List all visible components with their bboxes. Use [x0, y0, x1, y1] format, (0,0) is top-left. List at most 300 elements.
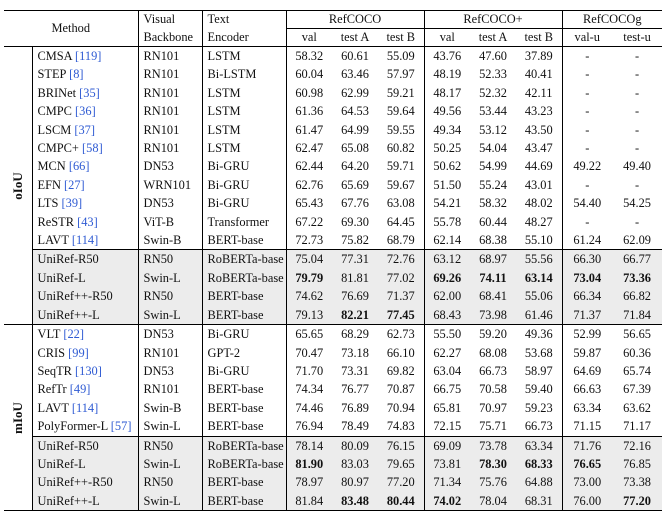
- method-name: UniRef-R50: [37, 252, 99, 267]
- value-cell: -: [634, 104, 640, 119]
- value-cell: -: [562, 213, 612, 231]
- table-row: [4, 157, 662, 175]
- value-cell: -: [634, 85, 640, 100]
- value-cell: 49.22: [562, 157, 612, 175]
- table-row: [4, 213, 662, 231]
- backbone-cell: Swin-L: [138, 492, 202, 511]
- value-cell: 80.97: [332, 473, 378, 491]
- encoder-cell: BERT-base: [202, 287, 286, 305]
- value-cell: 60.98: [286, 84, 332, 102]
- method-cell: [32, 231, 138, 250]
- value-cell: 72.73: [286, 231, 332, 250]
- method-name: CMSA: [37, 49, 72, 63]
- value-cell: 81.81: [332, 269, 378, 287]
- value-cell: 71.34: [424, 473, 470, 491]
- value-cell: 72.16: [612, 436, 662, 455]
- method-name: VLT: [37, 327, 61, 342]
- value-cell: 49.34: [424, 121, 470, 139]
- backbone-cell: ViT-B: [143, 214, 174, 229]
- encoder-cell: LSTM: [202, 47, 286, 66]
- table-row: [4, 399, 662, 417]
- encoder-cell: LSTM: [202, 84, 286, 102]
- value-cell: 78.14: [286, 436, 332, 455]
- value-cell: 74.46: [286, 399, 332, 417]
- value-cell: 66.75: [424, 380, 470, 398]
- value-cell: 74.11: [470, 269, 516, 287]
- value-cell: 54.25: [623, 196, 651, 211]
- value-cell: -: [634, 122, 640, 137]
- table-row: [4, 492, 662, 511]
- table-row: [4, 176, 662, 194]
- value-cell: 72.76: [378, 250, 424, 269]
- value-cell: -: [562, 84, 612, 102]
- backbone-header-1: Visual: [143, 12, 176, 27]
- method-name: EFN: [37, 177, 61, 192]
- value-cell: 67.39: [623, 382, 651, 397]
- encoder-cell: BERT-base: [202, 399, 286, 417]
- citation-link[interactable]: [119]: [75, 49, 102, 63]
- table-row: [4, 473, 662, 491]
- value-cell: 76.65: [562, 455, 612, 473]
- value-cell: 49.36: [524, 327, 553, 342]
- value-cell: 78.49: [341, 419, 369, 434]
- method-name: MCN: [37, 159, 66, 174]
- value-cell: 54.40: [562, 194, 612, 212]
- value-cell: 49.40: [623, 159, 651, 174]
- value-cell: 61.47: [286, 121, 332, 139]
- value-cell: 55.50: [424, 325, 470, 344]
- citation-link[interactable]: [35]: [79, 85, 100, 100]
- value-cell: 66.30: [562, 250, 612, 269]
- value-cell: 74.34: [286, 380, 332, 398]
- value-cell: 73.78: [470, 436, 516, 455]
- split-header: test B: [386, 30, 416, 44]
- value-cell: 76.00: [562, 492, 612, 511]
- method-cell: [32, 176, 138, 194]
- citation-link[interactable]: [58]: [82, 141, 103, 156]
- value-cell: 71.17: [623, 419, 651, 434]
- value-cell: 66.73: [479, 363, 507, 378]
- value-cell: 65.81: [424, 399, 470, 417]
- table-row: [4, 47, 662, 66]
- method-name: LTS: [37, 196, 59, 211]
- value-cell: 58.97: [524, 363, 553, 378]
- value-cell: 43.23: [524, 104, 553, 119]
- encoder-cell: Bi-GRU: [202, 157, 286, 175]
- method-name: UniRef++-R50: [37, 289, 113, 304]
- value-cell: 52.32: [479, 85, 507, 100]
- citation-link[interactable]: [99]: [68, 345, 89, 360]
- value-cell: 63.62: [623, 400, 651, 415]
- value-cell: 66.73: [524, 419, 553, 434]
- citation-link[interactable]: [27]: [64, 177, 85, 192]
- backbone-cell: DN53: [143, 363, 174, 378]
- value-cell: 63.04: [424, 362, 470, 380]
- value-cell: 58.32: [479, 196, 507, 211]
- metric-group-label: [4, 47, 32, 325]
- value-cell: 65.65: [286, 325, 332, 344]
- method-cell: [32, 65, 138, 83]
- method-cell: [32, 287, 138, 305]
- method-cell: [32, 417, 138, 436]
- value-cell: 78.30: [470, 455, 516, 473]
- backbone-cell: RN50: [138, 287, 202, 305]
- table-row: [4, 380, 662, 398]
- value-cell: 77.20: [378, 473, 424, 491]
- value-cell: 64.99: [341, 122, 369, 137]
- value-cell: 68.97: [470, 250, 516, 269]
- table-row: [4, 139, 662, 157]
- citation-link[interactable]: [57]: [110, 419, 132, 434]
- citation-link[interactable]: [66]: [68, 159, 90, 174]
- value-cell: 74.83: [386, 419, 415, 434]
- value-cell: 70.87: [386, 382, 415, 397]
- value-cell: 71.76: [562, 436, 612, 455]
- method-name: LAVT: [37, 233, 69, 248]
- table-row: [4, 325, 662, 344]
- value-cell: 76.15: [378, 436, 424, 455]
- backbone-cell: Swin-B: [143, 233, 182, 248]
- value-cell: 75.04: [286, 250, 332, 269]
- value-cell: 53.68: [524, 345, 553, 360]
- value-cell: 69.30: [341, 214, 369, 229]
- value-cell: 78.04: [470, 492, 516, 511]
- value-cell: 64.45: [386, 214, 415, 229]
- value-cell: -: [634, 214, 640, 229]
- backbone-cell: Swin-L: [138, 269, 202, 287]
- value-cell: 73.36: [612, 269, 662, 287]
- table-row: [4, 344, 662, 362]
- table-row: [4, 84, 662, 102]
- table-row: [4, 194, 662, 212]
- backbone-cell: RN101: [143, 382, 180, 397]
- value-cell: 51.50: [424, 176, 470, 194]
- value-cell: 60.36: [623, 345, 651, 360]
- table-row: [4, 306, 662, 325]
- value-cell: 74.62: [286, 287, 332, 305]
- value-cell: 71.70: [286, 362, 332, 380]
- split-header: test A: [340, 30, 370, 44]
- backbone-cell: WRN101: [143, 177, 192, 192]
- encoder-header-2: Encoder: [202, 29, 286, 47]
- value-cell: 60.61: [341, 49, 369, 63]
- backbone-cell: RN50: [138, 473, 202, 491]
- value-cell: -: [562, 176, 612, 194]
- backbone-cell: Swin-L: [143, 419, 181, 434]
- value-cell: 70.97: [479, 400, 507, 415]
- value-cell: 59.20: [479, 327, 507, 342]
- value-cell: 62.99: [341, 85, 369, 100]
- method-cell: [32, 84, 138, 102]
- encoder-cell: GPT-2: [202, 344, 286, 362]
- value-cell: -: [634, 141, 640, 156]
- value-cell: 68.79: [386, 233, 415, 248]
- value-cell: 53.44: [479, 104, 507, 119]
- value-cell: 68.29: [341, 327, 369, 342]
- method-cell: [32, 121, 138, 139]
- citation-link[interactable]: [39]: [61, 196, 83, 211]
- value-cell: 64.69: [562, 362, 612, 380]
- split-header: test B: [524, 30, 554, 44]
- value-cell: 40.41: [524, 67, 553, 82]
- value-cell: 48.19: [424, 65, 470, 83]
- backbone-cell: RN101: [143, 85, 180, 100]
- value-cell: 71.37: [378, 287, 424, 305]
- method-cell: [32, 47, 138, 66]
- split-header: test-u: [623, 30, 651, 44]
- table-row: [4, 102, 662, 120]
- value-cell: 59.55: [386, 122, 415, 137]
- value-cell: 61.24: [562, 231, 612, 250]
- citation-link[interactable]: [114]: [71, 233, 99, 248]
- value-cell: 73.38: [612, 473, 662, 491]
- backbone-cell: Swin-L: [138, 455, 202, 473]
- value-cell: 61.36: [286, 102, 332, 120]
- citation-link[interactable]: [114]: [71, 400, 99, 415]
- method-name: RefTr: [37, 382, 67, 397]
- encoder-cell: RoBERTa-base: [202, 269, 286, 287]
- citation-link[interactable]: [37]: [74, 122, 96, 137]
- value-cell: 73.81: [424, 455, 470, 473]
- method-cell: [32, 306, 138, 325]
- value-cell: 76.85: [612, 455, 662, 473]
- value-cell: 65.08: [341, 141, 369, 156]
- value-cell: 66.82: [612, 287, 662, 305]
- value-cell: 64.53: [341, 104, 369, 119]
- backbone-cell: DN53: [143, 196, 174, 211]
- value-cell: 54.99: [479, 159, 507, 174]
- value-cell: 59.21: [386, 85, 415, 100]
- method-cell: [32, 380, 138, 398]
- value-cell: 65.69: [341, 177, 369, 192]
- citation-link[interactable]: [8]: [69, 67, 84, 82]
- table-row: [4, 436, 662, 455]
- method-name: SeqTR: [37, 363, 72, 378]
- value-cell: 80.44: [378, 492, 424, 511]
- method-cell: [32, 213, 138, 231]
- method-name: STEP: [37, 67, 66, 82]
- value-cell: 68.41: [470, 287, 516, 305]
- value-cell: 50.62: [424, 157, 470, 175]
- value-cell: 68.43: [424, 306, 470, 325]
- value-cell: 48.27: [524, 214, 553, 229]
- value-cell: 69.82: [386, 363, 415, 378]
- table-row: [4, 65, 662, 83]
- backbone-cell: RN50: [138, 250, 202, 269]
- value-cell: 70.94: [386, 400, 415, 415]
- value-cell: 63.14: [516, 269, 562, 287]
- method-name: UniRef++-L: [37, 307, 100, 322]
- table-row: [4, 455, 662, 473]
- value-cell: 59.67: [386, 177, 415, 192]
- method-name: UniRef++-L: [37, 493, 100, 508]
- value-cell: 54.04: [479, 141, 507, 156]
- value-cell: 37.89: [524, 49, 553, 63]
- value-cell: 47.60: [479, 49, 507, 63]
- value-cell: 59.71: [386, 159, 415, 174]
- method-cell: [32, 139, 138, 157]
- method-header: Method: [4, 11, 138, 47]
- backbone-header-2: Backbone: [143, 29, 194, 44]
- value-cell: 64.20: [341, 159, 369, 174]
- split-header: val: [286, 29, 332, 47]
- encoder-cell: Bi-GRU: [202, 325, 286, 344]
- citation-link[interactable]: [43]: [77, 214, 98, 229]
- value-cell: 60.44: [479, 214, 507, 229]
- method-name: LSCM: [37, 122, 72, 137]
- value-cell: 52.33: [479, 67, 507, 82]
- split-header: val: [424, 29, 470, 47]
- method-cell: [32, 157, 138, 175]
- header-row-1: [4, 11, 662, 29]
- value-cell: 76.89: [341, 400, 369, 415]
- value-cell: 78.97: [286, 473, 332, 491]
- method-name: ReSTR: [37, 214, 74, 229]
- citation-link[interactable]: [130]: [75, 363, 102, 378]
- value-cell: 55.09: [386, 49, 415, 63]
- encoder-header-1: Text: [202, 11, 286, 29]
- encoder-cell: RoBERTa-base: [202, 436, 286, 455]
- method-cell: [32, 399, 138, 417]
- value-cell: 55.56: [516, 250, 562, 269]
- value-cell: 79.65: [378, 455, 424, 473]
- backbone-cell: RN101: [143, 104, 180, 119]
- value-cell: 43.76: [424, 47, 470, 66]
- method-cell: [32, 455, 138, 473]
- value-cell: 74.02: [424, 492, 470, 511]
- value-cell: 73.04: [562, 269, 612, 287]
- encoder-cell: BERT-base: [202, 417, 286, 436]
- value-cell: -: [562, 139, 612, 157]
- table-row: [4, 250, 662, 269]
- encoder-cell: BERT-base: [202, 380, 286, 398]
- value-cell: -: [562, 47, 612, 66]
- group-header-refcocoplus: RefCOCO+: [424, 11, 562, 29]
- value-cell: 68.31: [516, 492, 562, 511]
- value-cell: 55.78: [424, 213, 470, 231]
- encoder-cell: BERT-base: [202, 492, 286, 511]
- table-row: [4, 362, 662, 380]
- value-cell: 72.15: [424, 417, 470, 436]
- method-cell: [32, 362, 138, 380]
- method-name: CRIS: [37, 345, 66, 360]
- method-cell: [32, 325, 138, 344]
- value-cell: 49.56: [424, 102, 470, 120]
- value-cell: 83.03: [332, 455, 378, 473]
- value-cell: 61.46: [516, 306, 562, 325]
- citation-link[interactable]: [49]: [69, 382, 91, 397]
- value-cell: 55.10: [524, 233, 553, 248]
- method-name: UniRef-R50: [37, 438, 99, 453]
- value-cell: 77.31: [332, 250, 378, 269]
- split-header: val-u: [562, 29, 612, 47]
- value-cell: 70.58: [479, 382, 507, 397]
- value-cell: 71.15: [562, 417, 612, 436]
- backbone-cell: RN101: [143, 122, 180, 137]
- value-cell: 63.08: [386, 196, 415, 211]
- value-cell: 76.77: [341, 382, 369, 397]
- value-cell: 65.43: [286, 194, 332, 212]
- backbone-cell: RN101: [143, 345, 180, 360]
- value-cell: 73.31: [341, 363, 369, 378]
- table-row: [4, 287, 662, 305]
- value-cell: 66.77: [612, 250, 662, 269]
- backbone-cell: RN50: [138, 436, 202, 455]
- encoder-cell: LSTM: [202, 139, 286, 157]
- value-cell: 43.50: [524, 122, 553, 137]
- value-cell: -: [562, 102, 612, 120]
- value-cell: 75.82: [341, 233, 369, 248]
- value-cell: 75.71: [479, 419, 507, 434]
- value-cell: 68.38: [479, 233, 507, 248]
- value-cell: 67.76: [341, 196, 369, 211]
- value-cell: 53.12: [479, 122, 507, 137]
- encoder-cell: Bi-GRU: [202, 362, 286, 380]
- value-cell: 81.90: [286, 455, 332, 473]
- value-cell: 59.40: [524, 382, 553, 397]
- table-row: [4, 231, 662, 250]
- value-cell: 62.09: [623, 233, 651, 248]
- table-row: [4, 417, 662, 436]
- method-name: BRINet: [37, 85, 77, 100]
- method-cell: [32, 250, 138, 269]
- citation-link[interactable]: [22]: [63, 327, 84, 342]
- value-cell: 67.22: [286, 213, 332, 231]
- value-cell: 73.18: [341, 345, 369, 360]
- backbone-cell: DN53: [143, 327, 174, 342]
- table-row: [4, 121, 662, 139]
- value-cell: 62.14: [424, 231, 470, 250]
- value-cell: 79.79: [286, 269, 332, 287]
- method-name: PolyFormer-L: [37, 419, 108, 434]
- metric-group-text: mIoU: [9, 401, 25, 434]
- encoder-cell: BERT-base: [202, 473, 286, 491]
- value-cell: 80.09: [332, 436, 378, 455]
- value-cell: 62.44: [286, 157, 332, 175]
- value-cell: 43.01: [524, 177, 553, 192]
- value-cell: 71.84: [612, 306, 662, 325]
- method-name: CMPC: [37, 104, 72, 119]
- method-name: LAVT: [37, 400, 69, 415]
- encoder-cell: LSTM: [202, 121, 286, 139]
- value-cell: 73.00: [562, 473, 612, 491]
- value-cell: 60.82: [386, 141, 415, 156]
- backbone-cell: RN101: [143, 141, 180, 156]
- value-cell: 48.02: [524, 196, 553, 211]
- citation-link[interactable]: [36]: [75, 104, 96, 119]
- value-cell: 66.34: [562, 287, 612, 305]
- method-name: UniRef-L: [37, 456, 86, 471]
- split-header: test A: [478, 30, 508, 44]
- value-cell: 54.21: [424, 194, 470, 212]
- value-cell: -: [634, 67, 640, 82]
- metric-group-label: [4, 325, 32, 511]
- method-name: CMPC+: [37, 141, 79, 156]
- value-cell: 75.76: [470, 473, 516, 491]
- encoder-cell: BERT-base: [202, 306, 286, 325]
- value-cell: 73.98: [470, 306, 516, 325]
- value-cell: 62.00: [424, 287, 470, 305]
- group-header-refcocog: RefCOCOg: [562, 11, 662, 29]
- value-cell: 64.88: [516, 473, 562, 491]
- method-cell: [32, 194, 138, 212]
- value-cell: 77.02: [378, 269, 424, 287]
- value-cell: 63.34: [516, 436, 562, 455]
- encoder-cell: Bi-GRU: [202, 194, 286, 212]
- value-cell: 70.47: [286, 344, 332, 362]
- backbone-cell: Swin-L: [138, 306, 202, 325]
- value-cell: 44.69: [524, 159, 553, 174]
